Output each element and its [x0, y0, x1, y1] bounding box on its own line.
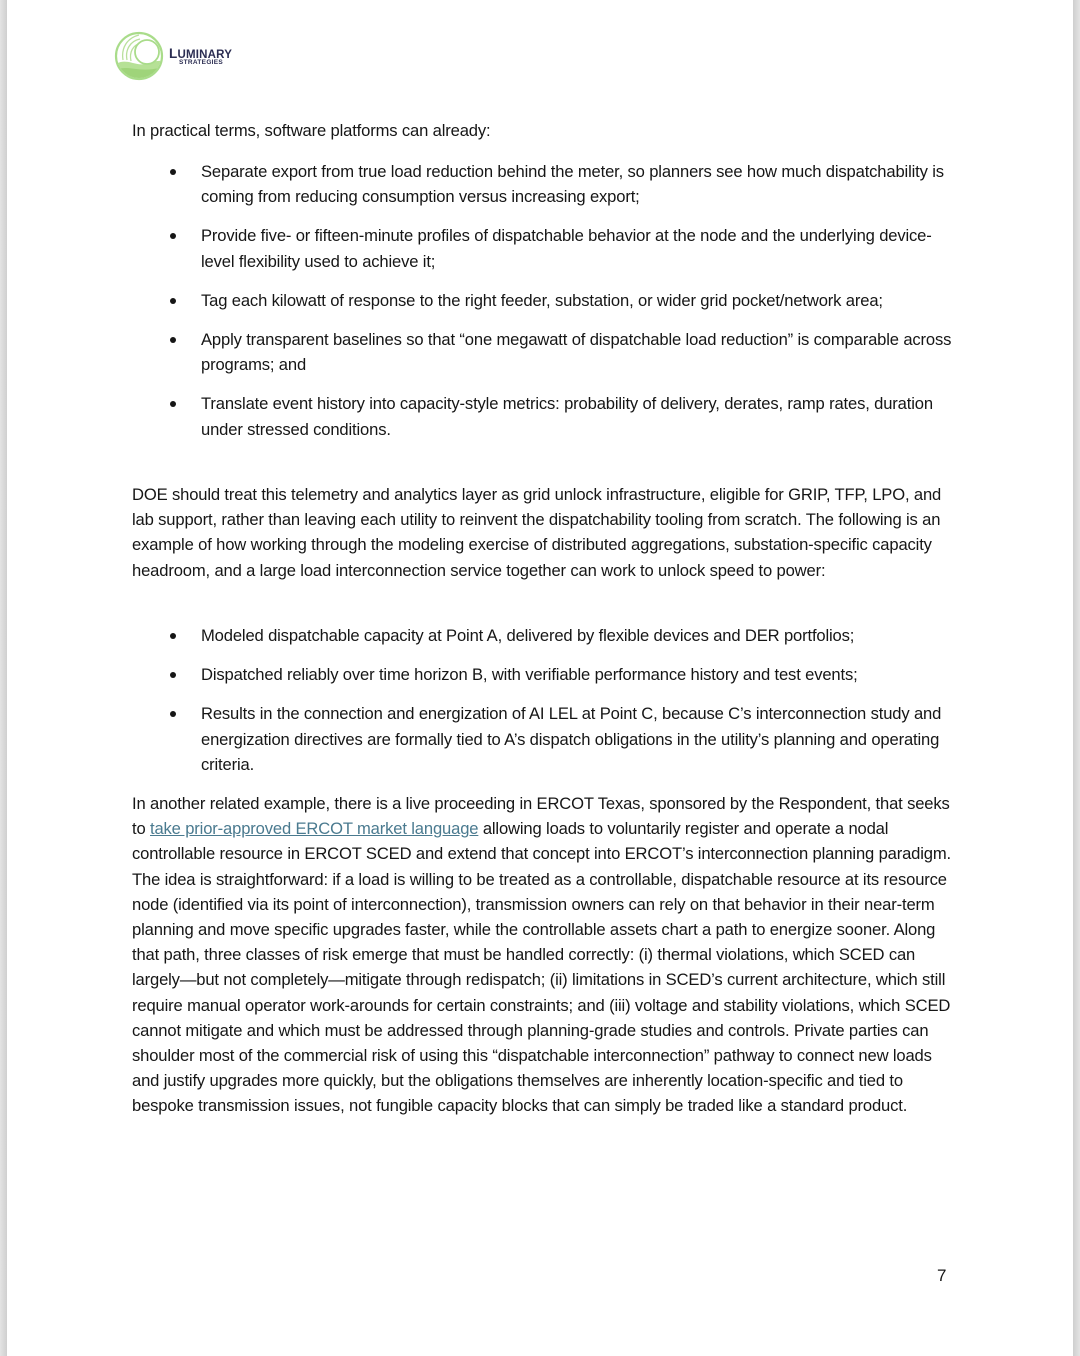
bullet-icon [170, 672, 176, 678]
bullet-icon [170, 169, 176, 175]
list-item [132, 159, 962, 209]
viewer-right-edge [1073, 0, 1080, 1356]
company-logo [113, 30, 313, 86]
logo-name-rest: UMINARY [177, 49, 233, 61]
list-item [132, 623, 962, 648]
example-steps-list [132, 623, 962, 791]
list-item [132, 701, 962, 777]
luminary-circle-wave-logo-icon [113, 30, 165, 82]
bullet-icon [170, 401, 176, 407]
list-item-text: Modeled dispatchable capacity at Point A, delivered by flexible devices and DER portfolios; [201, 626, 855, 645]
intro-paragraph: In practical terms, software platforms can already: [132, 121, 491, 140]
bullet-icon [170, 233, 176, 239]
list-item [132, 391, 962, 441]
ercot-market-language-link[interactable]: take prior-approved ERCOT market language [150, 819, 479, 839]
list-item-text: Provide five- or fifteen-minute profiles of dispatchable behavior at the node and the underlying device-level flexibility used to achieve it; [201, 226, 932, 271]
ercot-text-before-link: In another related example, there is a live proceeding in ERCOT Texas, sponsored by the Respondent, that seeks to [132, 794, 950, 839]
list-item [132, 662, 962, 687]
logo-subtitle: STRATEGIES [179, 59, 224, 66]
page-number: 7 [937, 1266, 947, 1285]
list-item-text: Tag each kilowatt of response to the right feeder, substation, or wider grid pocket/network area; [201, 290, 883, 310]
capabilities-list [132, 159, 962, 456]
bullet-icon [170, 337, 176, 343]
doe-paragraph: DOE should treat this telemetry and analytics layer as grid unlock infrastructure, eligible for GRIP, TFP, LPO, and lab support, rather than leaving each utility to reinvent the dispatchability tooling from scratch. The following is an example of how working through the modeling exercise of distributed aggregations, substation-specific capacity headroom, and a large load interconnection service together can work to unlock speed to power: [132, 485, 942, 580]
list-item-text: Dispatched reliably over time horizon B, with verifiable performance history and test events; [201, 665, 858, 685]
list-item-text: Translate event history into capacity-style metrics: probability of delivery, derates, ramp rates, duration under stressed conditions. [201, 394, 933, 439]
bullet-icon [170, 633, 176, 639]
bullet-icon [170, 711, 176, 717]
list-item [132, 288, 962, 313]
list-item [132, 327, 962, 377]
ercot-text-after-link: allowing loads to voluntarily register and operate a nodal controllable resource in ERCOT SCED and extend that concept into ERCOT’s interconnection planning paradigm. The idea is straightforward: if a load is willing to be treated as a controllable, dispatchable resource at its resource node (identified via its point of interconnection), transmission owners can rely on that behavior in their near-term planning and move specific upgrades faster, while the controllable assets chart a path to energize sooner. Along that path, three classes of risk emerge that must be handled correctly: (i) thermal violations, which SCED can largely—but not completely—mitigate through redispatch; (ii) limitations in SCED’s current architecture, which still require manual operator work-arounds for certain constraints; and (iii) voltage and stability violations, which SCED cannot mitigate and which must be addressed through planning-grade studies and controls. Private parties can shoulder most of the commercial risk of using this “dispatchable interconnection” pathway to connect new loads and justify upgrades more quickly, but the obligations themselves are inherently location-specific and tied to bespoke transmission issues, not fungible capacity blocks that can simply be traded like a standard product. [132, 819, 952, 1116]
list-item [132, 223, 962, 273]
ercot-paragraph [132, 791, 962, 1119]
viewer-left-edge [0, 0, 7, 1356]
bullet-icon [170, 298, 176, 304]
list-item-text: Separate export from true load reduction behind the meter, so planners see how much dispatchability is coming from reducing consumption versus increasing export; [201, 162, 944, 207]
list-item-text: Apply transparent baselines so that “one megawatt of dispatchable load reduction” is comparable across programs; and [201, 330, 952, 375]
list-item-text: Results in the connection and energization of AI LEL at Point C, because C’s interconnection study and energization directives are formally tied to A’s dispatch obligations in the utility’s planning and operating criteria. [201, 704, 942, 774]
logo-initial: L [169, 46, 178, 61]
document-page [7, 0, 1073, 1356]
